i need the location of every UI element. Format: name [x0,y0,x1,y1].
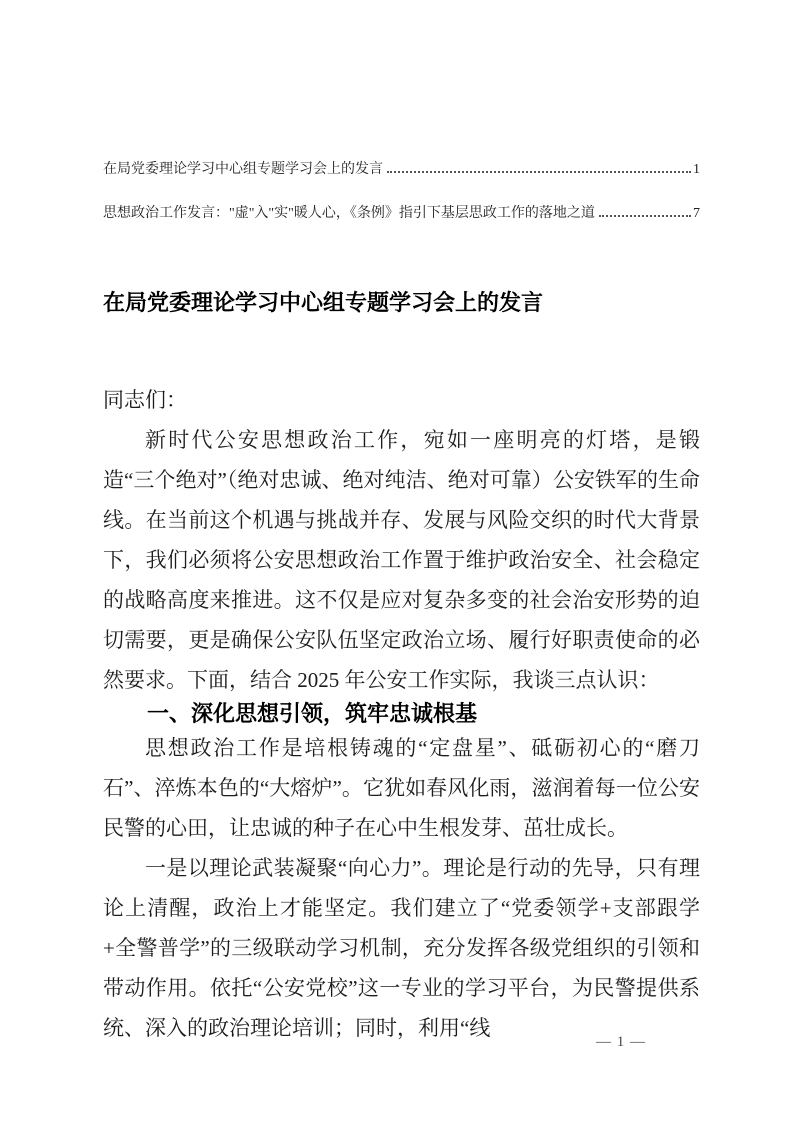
toc-entry-title: 思想政治工作发言："虚"入"实"暖人心，《条例》指引下基层思政工作的落地之道 [103,206,595,221]
page-number: — 1 — [596,1034,646,1050]
toc-entry-title: 在局党委理论学习中心组专题学习会上的发言 [103,162,383,177]
point-paragraph: 一是以理论武装凝聚“向心力”。理论是行动的先导，只有理论上清醒，政治上才能坚定。我们建立了“党委领学+支部跟学+全警普学”的三级联动学习机制，充分发挥各级党组织的引领和带动作用。依托“公安党校”这一专业的学习平台，为民警提供系统、深入的政治理论培训；同时，利用“线 [103,856,700,1040]
article-title: 在局党委理论学习中心组专题学习会上的发言 [103,290,544,315]
intro-paragraph: 新时代公安思想政治工作，宛如一座明亮的灯塔，是锻造“三个绝对”（绝对忠诚、绝对纯洁、绝对可靠）公安铁军的生命线。在当前这个机遇与挑战并存、发展与风险交织的时代大背景下，我们必须将公安思想政治工作置于维护政治安全、社会稳定的战略高度来推进。这不仅是应对复杂多变的社会治安形势的迫切需要，更是确保公安队伍坚定政治立场、履行好职责使命的必然要求。下面，结合 2025 年公安工作实际，我谈三点认识： [103,428,700,692]
article-body [103,380,700,1048]
toc-dot-leader [387,170,691,173]
toc-entry[interactable] [103,158,700,182]
section-paragraph: 思想政治工作是培根铸魂的“定盘星”、砥砺初心的“磨刀石”、淬炼本色的“大熔炉”。它犹如春风化雨，滋润着每一位公安民警的心田，让忠诚的种子在心中生根发芽、茁壮成长。 [103,736,700,840]
table-of-contents [103,0,700,226]
toc-entry-page-number: 1 [693,162,700,177]
toc-entry-page-number: 7 [693,206,700,221]
toc-entry[interactable] [103,202,700,226]
salutation: 同志们： [103,388,187,412]
toc-dot-leader [599,214,691,217]
section-heading: 一、深化思想引领，筑牢忠诚根基 [147,701,478,726]
